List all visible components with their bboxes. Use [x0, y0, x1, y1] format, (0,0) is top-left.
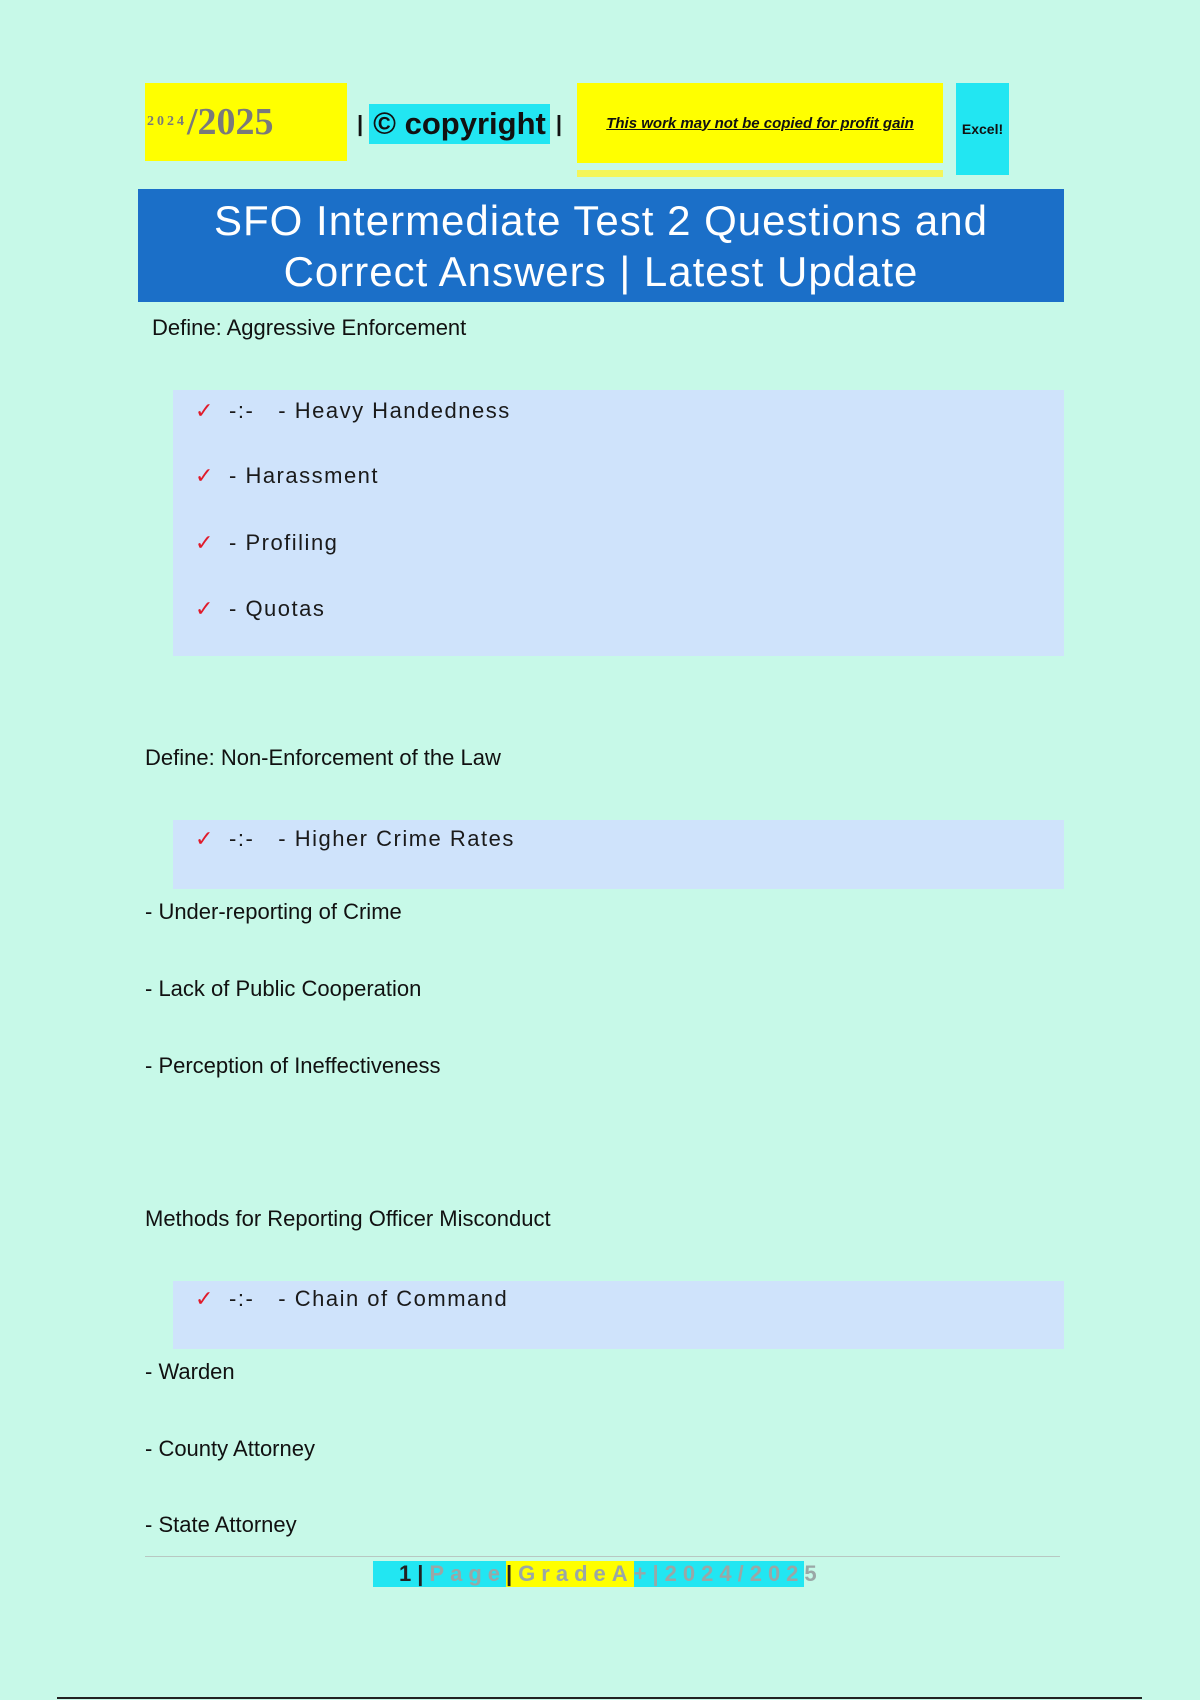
answer-text: - Higher Crime Rates: [278, 826, 515, 851]
answer-line: - State Attorney: [145, 1512, 297, 1537]
checkmark-icon: ✓: [195, 530, 215, 556]
copy-notice: This work may not be copied for profit gain: [606, 114, 914, 132]
grade-label: GradeA: [518, 1561, 634, 1586]
section-heading: Define: Non-Enforcement of the Law: [145, 745, 501, 770]
answer-item: [195, 463, 379, 489]
answer-text: - Profiling: [229, 530, 339, 555]
copyright-left-bar: |: [357, 111, 364, 136]
answer-prefix: -:-: [229, 398, 255, 423]
checkmark-icon: ✓: [195, 596, 215, 622]
answer-panel: [173, 1281, 1064, 1349]
answer-text: - Harassment: [229, 463, 380, 488]
copy-notice-box: [577, 83, 943, 163]
answer-line: - Under-reporting of Crime: [145, 899, 402, 924]
answer-item: [195, 1286, 508, 1312]
checkmark-icon: ✓: [195, 398, 215, 424]
title-line-2: Correct Answers | Latest Update: [283, 247, 919, 295]
footer-year: 2024/202: [664, 1561, 805, 1586]
checkmark-icon: ✓: [195, 1286, 215, 1312]
answer-prefix: -:-: [229, 826, 255, 851]
checkmark-icon: ✓: [195, 463, 215, 489]
answer-text: - Heavy Handedness: [278, 398, 511, 423]
copyright-right-bar: |: [555, 111, 562, 136]
answer-line: - Lack of Public Cooperation: [145, 976, 422, 1001]
answer-line: - County Attorney: [145, 1436, 315, 1461]
answer-line: - Perception of Ineffectiveness: [145, 1053, 441, 1078]
page-footer: [373, 1559, 823, 1589]
excel-label: Excel!: [961, 121, 1004, 137]
footer-divider: [145, 1556, 1060, 1557]
section-heading: Methods for Reporting Officer Misconduct: [145, 1206, 551, 1231]
footer-year-end: 5: [804, 1561, 823, 1586]
excel-badge: [956, 83, 1009, 175]
answer-panel: [173, 390, 1064, 656]
grade-plus: +: [633, 1561, 653, 1586]
answer-item: [195, 398, 511, 424]
section-heading: Define: Aggressive Enforcement: [152, 315, 467, 340]
answer-line: - Warden: [145, 1359, 235, 1384]
notice-underline-bar: [577, 170, 943, 177]
answer-text: - Quotas: [229, 596, 326, 621]
answer-item: [195, 596, 325, 622]
page-bottom-rule: [57, 1697, 1142, 1699]
footer-bar: |: [506, 1561, 519, 1586]
copyright-text: © copyright: [369, 104, 550, 144]
footer-bar: |: [417, 1561, 430, 1586]
page-word: Page: [429, 1561, 506, 1586]
answer-item: [195, 530, 338, 556]
answer-text: - Chain of Command: [278, 1286, 509, 1311]
document-title: [138, 189, 1064, 302]
page-number: 1: [373, 1561, 417, 1587]
year-small: 2024: [147, 114, 187, 129]
footer-bar: |: [652, 1561, 665, 1586]
answer-panel: [173, 820, 1064, 889]
year-big: /2025: [187, 101, 274, 143]
checkmark-icon: ✓: [195, 826, 215, 852]
title-line-1: SFO Intermediate Test 2 Questions and: [214, 196, 988, 244]
copyright-label: [357, 104, 562, 144]
answer-prefix: -:-: [229, 1286, 255, 1311]
answer-item: [195, 826, 515, 852]
year-badge: [145, 83, 347, 161]
